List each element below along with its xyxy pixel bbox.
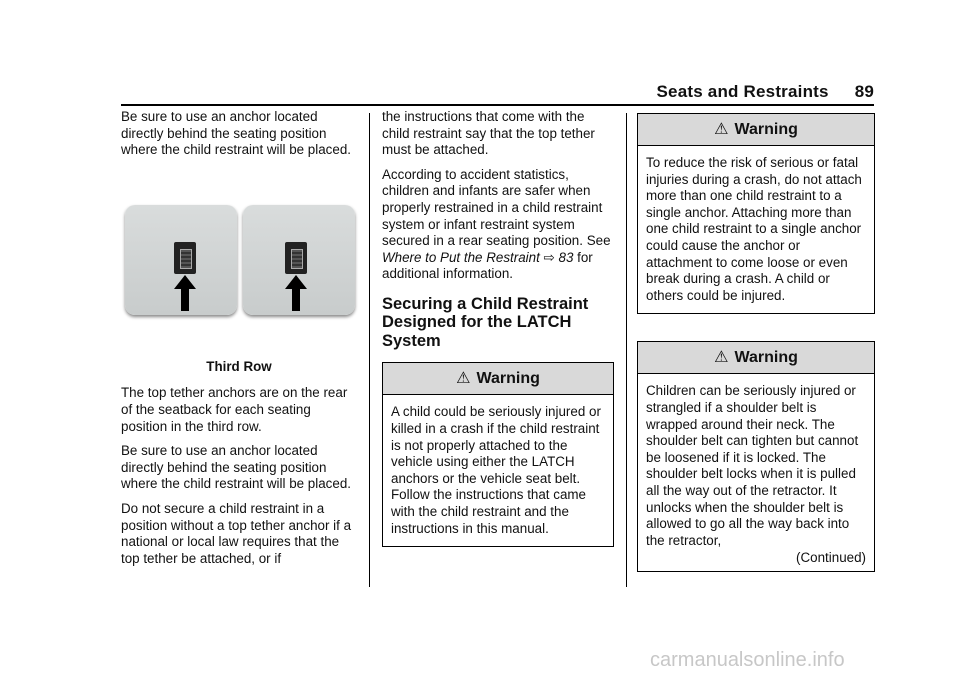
warning-title: Warning <box>734 121 798 138</box>
column-3 <box>637 113 875 572</box>
continued-label: (Continued) <box>796 550 866 566</box>
warning-text: To reduce the risk of serious or fatal injuries during a crash, do not attach more than one child restraint to a single anchor. Attaching more than one child restraint to a single anchor could cause the anchor or attachment to come loose or even break during a crash. A child or others could be injured. <box>646 155 862 303</box>
figure-caption: Third Row <box>206 358 272 374</box>
up-arrow-icon <box>174 275 196 311</box>
page-ref-number[interactable]: 83 <box>558 249 574 265</box>
seatback-panel-right <box>243 205 355 315</box>
section-title-header: Seats and Restraints <box>656 82 829 101</box>
paragraph <box>382 167 614 283</box>
warning-text: Children can be seriously injured or strangled if a shoulder belt is wrapped around their neck. The shoulder belt can tighten but cannot be loosened if it is locked. The shoulder belt locks when it is pulled all the way out of the retractor. It unlocks when the shoulder belt is allowed to go all the way back into the retractor, <box>646 383 859 548</box>
third-row-anchor-figure <box>125 205 355 321</box>
warning-title: Warning <box>476 370 540 388</box>
column-divider-2 <box>626 113 627 587</box>
paragraph-text: for additional information. <box>382 249 593 282</box>
page-number: 89 <box>854 82 874 101</box>
warning-text: A child could be seriously injured or killed in a crash if the child restraint is not properly attached to the vehicle using either the LATCH anchors or the vehicle seat belt. Follow the instructions that came with the child restraint and the instructions in this manual. <box>391 404 601 536</box>
column-divider-1 <box>369 113 370 587</box>
page-header <box>657 82 875 102</box>
paragraph-text: According to accident statistics, children and infants are safer when properly restrained in a child restraint system or infant restraint system secured in a rear seating position. See <box>382 166 611 249</box>
warning-icon: ⚠ <box>456 370 471 388</box>
column-1 <box>121 109 357 575</box>
cross-reference-link[interactable]: Where to Put the Restraint <box>382 249 540 265</box>
watermark: carmanualsonline.info <box>650 649 845 671</box>
page-ref-arrow-icon: ⇨ <box>543 249 555 265</box>
column-2 <box>382 109 614 547</box>
paragraph: Be sure to use an anchor located directly behind the seating position where the child restraint will be placed. <box>121 443 351 492</box>
warning-icon: ⚠ <box>714 121 729 138</box>
paragraph: The top tether anchors are on the rear of the seatback for each seating position in the third row. <box>121 385 348 434</box>
warning-body <box>638 374 874 571</box>
seatback-panel-left <box>125 205 237 315</box>
warning-header <box>638 114 874 146</box>
paragraph: the instructions that come with the child restraint say that the top tether must be attached. <box>382 109 595 158</box>
paragraph: Be sure to use an anchor located directly behind the seating position where the child restraint will be placed. <box>121 109 351 158</box>
tether-anchor-icon <box>174 242 196 274</box>
warning-header <box>383 363 613 395</box>
warning-title: Warning <box>734 349 798 367</box>
warning-box <box>637 341 875 572</box>
warning-box <box>637 113 875 314</box>
paragraph: Do not secure a child restraint in a position without a top tether anchor if a national or local law requires that the top tether be attached, or if <box>121 500 352 566</box>
warning-header <box>638 342 874 374</box>
section-heading: Securing a Child Restraint Designed for the LATCH System <box>382 294 589 350</box>
up-arrow-icon <box>285 275 307 311</box>
warning-box <box>382 362 614 547</box>
tether-anchor-icon <box>285 242 307 274</box>
header-rule <box>121 104 874 106</box>
warning-icon: ⚠ <box>714 349 729 367</box>
